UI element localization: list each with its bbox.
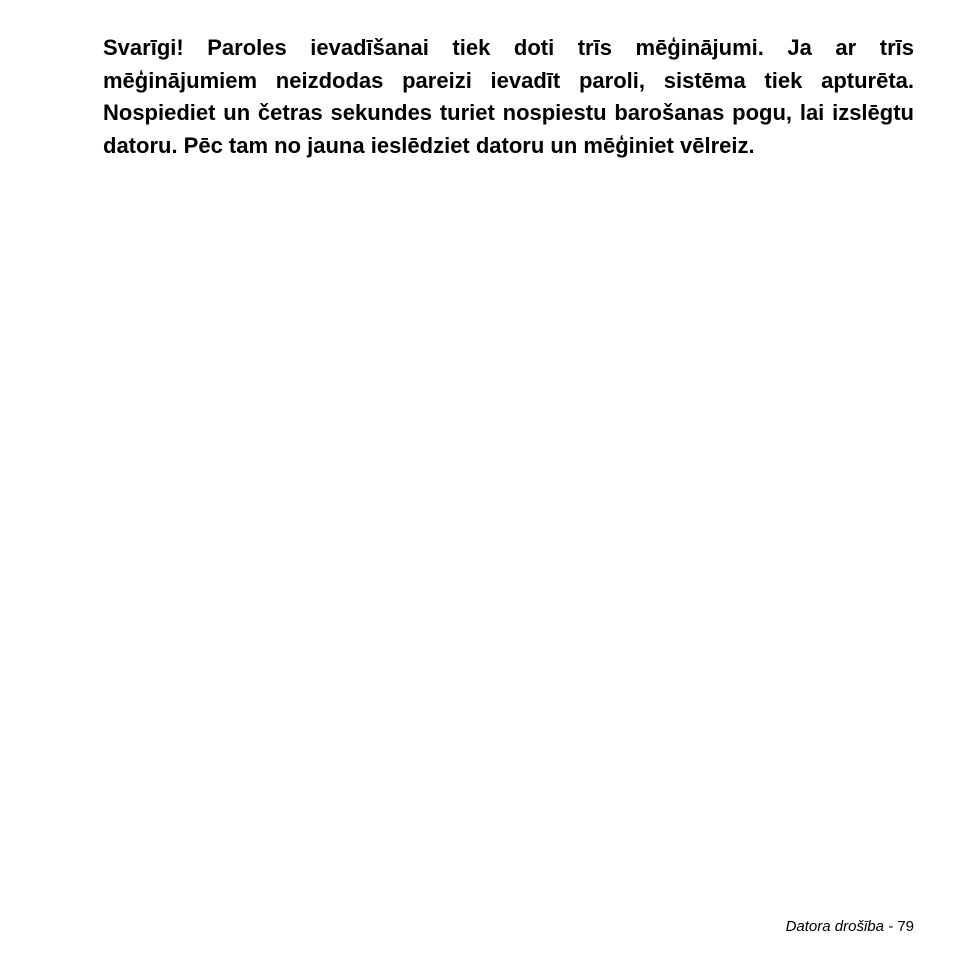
page-footer: [786, 918, 914, 936]
page-number: 79: [897, 918, 914, 935]
important-notice-paragraph: Svarīgi! Paroles ievadīšanai tiek doti trīs mēģinājumi. Ja ar trīs mēģinājumiem neizdodas pareizi ievadīt paroli, sistēma tiek apturēta. Nospiediet un četras sekundes turiet nospiestu barošanas pogu, lai izslēgtu datoru. Pēc tam no jauna ieslēdziet datoru un mēģiniet vēlreiz.: [103, 35, 914, 158]
footer-section-title: Datora drošība -: [785, 918, 894, 935]
